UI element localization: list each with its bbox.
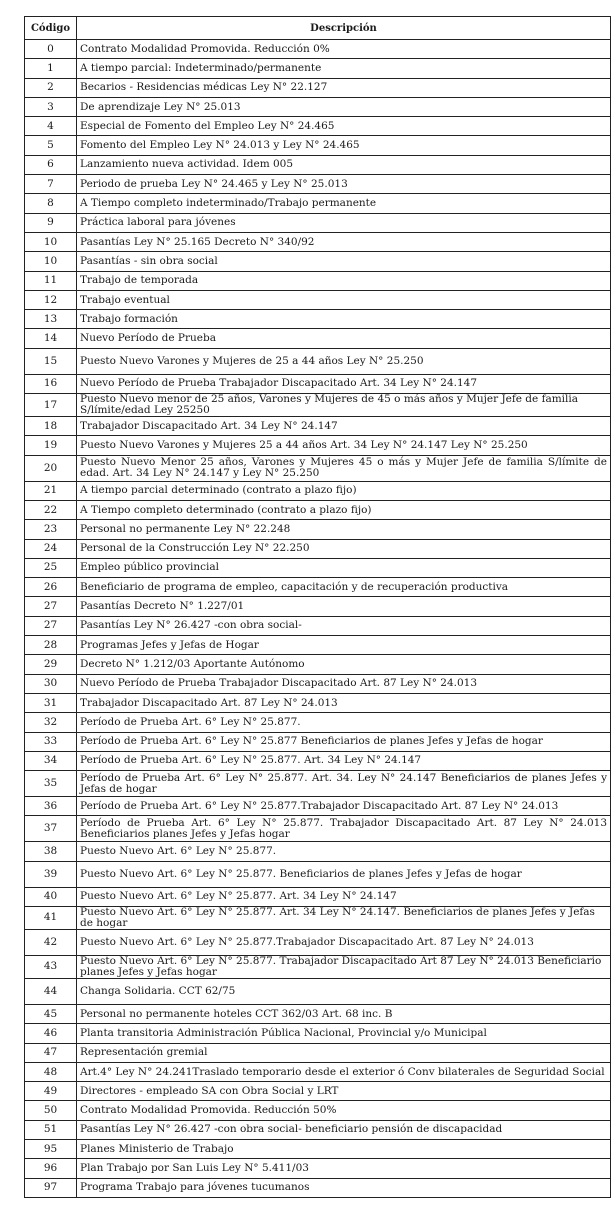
description-cell: Período de Prueba Art. 6° Ley N° 25.877. Trabajador Discapacitado Art. 87 Ley N° 24.013 Beneficiarios planes Jefes y Jefas hogar bbox=[77, 816, 611, 842]
code-cell: 23 bbox=[25, 520, 77, 539]
description-cell: Pasantías Ley N° 26.427 -con obra social- bbox=[77, 616, 611, 635]
table-row bbox=[25, 597, 611, 616]
code-cell: 36 bbox=[25, 797, 77, 816]
code-cell: 33 bbox=[25, 732, 77, 751]
description-cell: Personal no permanente Ley N° 22.248 bbox=[77, 520, 611, 539]
table-row bbox=[25, 232, 611, 251]
description-cell: Programa Trabajo para jóvenes tucumanos bbox=[77, 1178, 611, 1197]
code-cell: 6 bbox=[25, 155, 77, 174]
table-body bbox=[25, 40, 611, 1198]
table-row bbox=[25, 455, 611, 481]
description-cell: Período de Prueba Art. 6° Ley N° 25.877 Beneficiarios de planes Jefes y Jefas de hogar bbox=[77, 732, 611, 751]
description-cell: Personal de la Construcción Ley N° 22.250 bbox=[77, 539, 611, 558]
table-header-row bbox=[25, 17, 611, 40]
table-row bbox=[25, 252, 611, 271]
table-row bbox=[25, 1159, 611, 1178]
table-row bbox=[25, 481, 611, 500]
table-row bbox=[25, 175, 611, 194]
code-cell: 18 bbox=[25, 417, 77, 436]
table-row bbox=[25, 842, 611, 861]
code-column-header: Código bbox=[25, 17, 77, 40]
table-row bbox=[25, 955, 611, 978]
table-row bbox=[25, 1024, 611, 1043]
code-cell: 49 bbox=[25, 1082, 77, 1101]
table-row bbox=[25, 417, 611, 436]
code-cell: 26 bbox=[25, 578, 77, 597]
code-cell: 31 bbox=[25, 693, 77, 712]
code-cell: 19 bbox=[25, 436, 77, 455]
table-row bbox=[25, 40, 611, 59]
code-cell: 15 bbox=[25, 348, 77, 374]
code-cell: 2 bbox=[25, 78, 77, 97]
description-cell: Empleo público provincial bbox=[77, 558, 611, 577]
table-row bbox=[25, 78, 611, 97]
code-cell: 39 bbox=[25, 861, 77, 887]
table-row bbox=[25, 636, 611, 655]
code-cell: 17 bbox=[25, 394, 77, 417]
table-row bbox=[25, 394, 611, 417]
code-cell: 27 bbox=[25, 597, 77, 616]
description-cell: Puesto Nuevo Art. 6° Ley N° 25.877.Trabajador Discapacitado Art. 87 Ley N° 24.013 bbox=[77, 929, 611, 955]
description-cell: Trabajador Discapacitado Art. 87 Ley N° 24.013 bbox=[77, 693, 611, 712]
description-cell: Período de Prueba Art. 6° Ley N° 25.877. Art. 34. Ley N° 24.147 Beneficiarios de planes Jefes y Jefas de hogar bbox=[77, 771, 611, 797]
code-cell: 3 bbox=[25, 97, 77, 116]
table-row bbox=[25, 194, 611, 213]
table-row bbox=[25, 616, 611, 635]
table-row bbox=[25, 539, 611, 558]
code-cell: 14 bbox=[25, 329, 77, 348]
table-row bbox=[25, 1043, 611, 1062]
description-cell: Puesto Nuevo Varones y Mujeres 25 a 44 años Art. 34 Ley N° 24.147 Ley N° 25.250 bbox=[77, 436, 611, 455]
table-row bbox=[25, 558, 611, 577]
code-cell: 37 bbox=[25, 816, 77, 842]
table-row bbox=[25, 771, 611, 797]
description-cell: Directores - empleado SA con Obra Social y LRT bbox=[77, 1082, 611, 1101]
description-cell: Plan Trabajo por San Luis Ley N° 5.411/03 bbox=[77, 1159, 611, 1178]
code-cell: 43 bbox=[25, 955, 77, 978]
description-cell: Planta transitoria Administración Pública Nacional, Provincial y/o Municipal bbox=[77, 1024, 611, 1043]
table-row bbox=[25, 348, 611, 374]
description-cell: Trabajador Discapacitado Art. 34 Ley N° 24.147 bbox=[77, 417, 611, 436]
code-cell: 45 bbox=[25, 1004, 77, 1023]
description-cell: Trabajo eventual bbox=[77, 290, 611, 309]
table-row bbox=[25, 978, 611, 1004]
table-row bbox=[25, 1178, 611, 1197]
code-cell: 13 bbox=[25, 310, 77, 329]
description-cell: Puesto Nuevo Art. 6° Ley N° 25.877. Art. 34 Ley N° 24.147. Beneficiarios de planes Jefes y Jefas de hogar bbox=[77, 906, 611, 929]
description-cell: A Tiempo completo indeterminado/Trabajo permanente bbox=[77, 194, 611, 213]
table-row bbox=[25, 271, 611, 290]
code-cell: 32 bbox=[25, 713, 77, 732]
table-row bbox=[25, 213, 611, 232]
description-cell: Especial de Fomento del Empleo Ley N° 24.465 bbox=[77, 117, 611, 136]
table-row bbox=[25, 310, 611, 329]
code-cell: 44 bbox=[25, 978, 77, 1004]
table-row bbox=[25, 59, 611, 78]
code-cell: 16 bbox=[25, 374, 77, 393]
description-cell: Nuevo Período de Prueba Trabajador Discapacitado Art. 34 Ley N° 24.147 bbox=[77, 374, 611, 393]
description-cell: Periodo de prueba Ley N° 24.465 y Ley N° 25.013 bbox=[77, 175, 611, 194]
code-cell: 30 bbox=[25, 674, 77, 693]
table-row bbox=[25, 374, 611, 393]
description-cell: Puesto Nuevo Art. 6° Ley N° 25.877. bbox=[77, 842, 611, 861]
table-row bbox=[25, 732, 611, 751]
code-cell: 21 bbox=[25, 481, 77, 500]
code-cell: 10 bbox=[25, 232, 77, 251]
table-row bbox=[25, 1140, 611, 1159]
code-cell: 28 bbox=[25, 636, 77, 655]
code-cell: 41 bbox=[25, 906, 77, 929]
description-cell: Pasantías Ley N° 25.165 Decreto N° 340/92 bbox=[77, 232, 611, 251]
code-cell: 96 bbox=[25, 1159, 77, 1178]
description-cell: Puesto Nuevo Menor 25 años, Varones y Mujeres 45 o más y Mujer Jefe de familia S/límite de edad. Art. 34 Ley N° 24.147 y Ley N° 25.250 bbox=[77, 455, 611, 481]
description-cell: Contrato Modalidad Promovida. Reducción 0% bbox=[77, 40, 611, 59]
description-cell: Período de Prueba Art. 6° Ley N° 25.877.Trabajador Discapacitado Art. 87 Ley N° 24.013 bbox=[77, 797, 611, 816]
code-cell: 34 bbox=[25, 751, 77, 770]
description-cell: Período de Prueba Art. 6° Ley N° 25.877. bbox=[77, 713, 611, 732]
table-row bbox=[25, 887, 611, 906]
table-row bbox=[25, 329, 611, 348]
table-row bbox=[25, 500, 611, 519]
table-row bbox=[25, 1004, 611, 1023]
code-cell: 27 bbox=[25, 616, 77, 635]
code-cell: 4 bbox=[25, 117, 77, 136]
description-cell: Art.4° Ley N° 24.241Traslado temporario desde el exterior ó Conv bilaterales de Seguridad Social bbox=[77, 1062, 611, 1081]
code-cell: 5 bbox=[25, 136, 77, 155]
description-column-header: Descripción bbox=[77, 17, 611, 40]
description-cell: De aprendizaje Ley N° 25.013 bbox=[77, 97, 611, 116]
table-row bbox=[25, 155, 611, 174]
code-cell: 38 bbox=[25, 842, 77, 861]
description-cell: Puesto Nuevo Art. 6° Ley N° 25.877. Beneficiarios de planes Jefes y Jefas de hogar bbox=[77, 861, 611, 887]
modalidad-contratacion-table bbox=[24, 16, 611, 1198]
code-cell: 48 bbox=[25, 1062, 77, 1081]
description-cell: Pasantías Decreto N° 1.227/01 bbox=[77, 597, 611, 616]
code-cell: 46 bbox=[25, 1024, 77, 1043]
description-cell: Becarios - Residencias médicas Ley N° 22.127 bbox=[77, 78, 611, 97]
table-row bbox=[25, 751, 611, 770]
description-cell: Lanzamiento nueva actividad. Idem 005 bbox=[77, 155, 611, 174]
code-cell: 95 bbox=[25, 1140, 77, 1159]
description-cell: A tiempo parcial: Indeterminado/permanente bbox=[77, 59, 611, 78]
code-cell: 50 bbox=[25, 1101, 77, 1120]
table-row bbox=[25, 578, 611, 597]
code-cell: 25 bbox=[25, 558, 77, 577]
table-row bbox=[25, 693, 611, 712]
description-cell: Personal no permanente hoteles CCT 362/03 Art. 68 inc. B bbox=[77, 1004, 611, 1023]
description-cell: Contrato Modalidad Promovida. Reducción 50% bbox=[77, 1101, 611, 1120]
table-row bbox=[25, 520, 611, 539]
description-cell: Decreto N° 1.212/03 Aportante Autónomo bbox=[77, 655, 611, 674]
description-cell: Práctica laboral para jóvenes bbox=[77, 213, 611, 232]
code-cell: 97 bbox=[25, 1178, 77, 1197]
code-cell: 51 bbox=[25, 1120, 77, 1139]
code-cell: 42 bbox=[25, 929, 77, 955]
code-cell: 8 bbox=[25, 194, 77, 213]
code-cell: 35 bbox=[25, 771, 77, 797]
description-cell: Nuevo Período de Prueba bbox=[77, 329, 611, 348]
code-cell: 10 bbox=[25, 252, 77, 271]
description-cell: Trabajo de temporada bbox=[77, 271, 611, 290]
table-row bbox=[25, 929, 611, 955]
code-cell: 9 bbox=[25, 213, 77, 232]
table-row bbox=[25, 436, 611, 455]
description-cell: Período de Prueba Art. 6° Ley N° 25.877. Art. 34 Ley N° 24.147 bbox=[77, 751, 611, 770]
description-cell: Puesto Nuevo Art. 6° Ley N° 25.877. Art. 34 Ley N° 24.147 bbox=[77, 887, 611, 906]
code-cell: 1 bbox=[25, 59, 77, 78]
description-cell: Pasantías Ley N° 26.427 -con obra social- beneficiario pensión de discapacidad bbox=[77, 1120, 611, 1139]
table-row bbox=[25, 674, 611, 693]
code-cell: 20 bbox=[25, 455, 77, 481]
description-cell: Fomento del Empleo Ley N° 24.013 y Ley N° 24.465 bbox=[77, 136, 611, 155]
description-cell: Trabajo formación bbox=[77, 310, 611, 329]
code-cell: 0 bbox=[25, 40, 77, 59]
table-row bbox=[25, 136, 611, 155]
table-row bbox=[25, 1101, 611, 1120]
code-cell: 12 bbox=[25, 290, 77, 309]
table-row bbox=[25, 1120, 611, 1139]
table-row bbox=[25, 655, 611, 674]
code-cell: 40 bbox=[25, 887, 77, 906]
table-row bbox=[25, 797, 611, 816]
description-cell: Beneficiario de programa de empleo, capacitación y de recuperación productiva bbox=[77, 578, 611, 597]
code-cell: 11 bbox=[25, 271, 77, 290]
description-cell: Representación gremial bbox=[77, 1043, 611, 1062]
table-row bbox=[25, 861, 611, 887]
table-row bbox=[25, 290, 611, 309]
table-row bbox=[25, 97, 611, 116]
description-cell: Puesto Nuevo Varones y Mujeres de 25 a 44 años Ley N° 25.250 bbox=[77, 348, 611, 374]
description-cell: Nuevo Período de Prueba Trabajador Discapacitado Art. 87 Ley N° 24.013 bbox=[77, 674, 611, 693]
description-cell: A Tiempo completo determinado (contrato a plazo fijo) bbox=[77, 500, 611, 519]
table-row bbox=[25, 1062, 611, 1081]
code-cell: 29 bbox=[25, 655, 77, 674]
table-row bbox=[25, 1082, 611, 1101]
code-cell: 24 bbox=[25, 539, 77, 558]
table-row bbox=[25, 816, 611, 842]
table-row bbox=[25, 906, 611, 929]
code-cell: 7 bbox=[25, 175, 77, 194]
table-row bbox=[25, 713, 611, 732]
code-cell: 47 bbox=[25, 1043, 77, 1062]
description-cell: Pasantías - sin obra social bbox=[77, 252, 611, 271]
code-cell: 22 bbox=[25, 500, 77, 519]
description-cell: Puesto Nuevo Art. 6° Ley N° 25.877. Trabajador Discapacitado Art 87 Ley N° 24.013 Beneficiario planes Jefes y Jefas hogar bbox=[77, 955, 611, 978]
description-cell: A tiempo parcial determinado (contrato a plazo fijo) bbox=[77, 481, 611, 500]
description-cell: Planes Ministerio de Trabajo bbox=[77, 1140, 611, 1159]
description-cell: Programas Jefes y Jefas de Hogar bbox=[77, 636, 611, 655]
description-cell: Puesto Nuevo menor de 25 años, Varones y Mujeres de 45 o más años y Mujer Jefe de familia S/límite/edad Ley 25250 bbox=[77, 394, 611, 417]
description-cell: Changa Solidaria. CCT 62/75 bbox=[77, 978, 611, 1004]
table-row bbox=[25, 117, 611, 136]
